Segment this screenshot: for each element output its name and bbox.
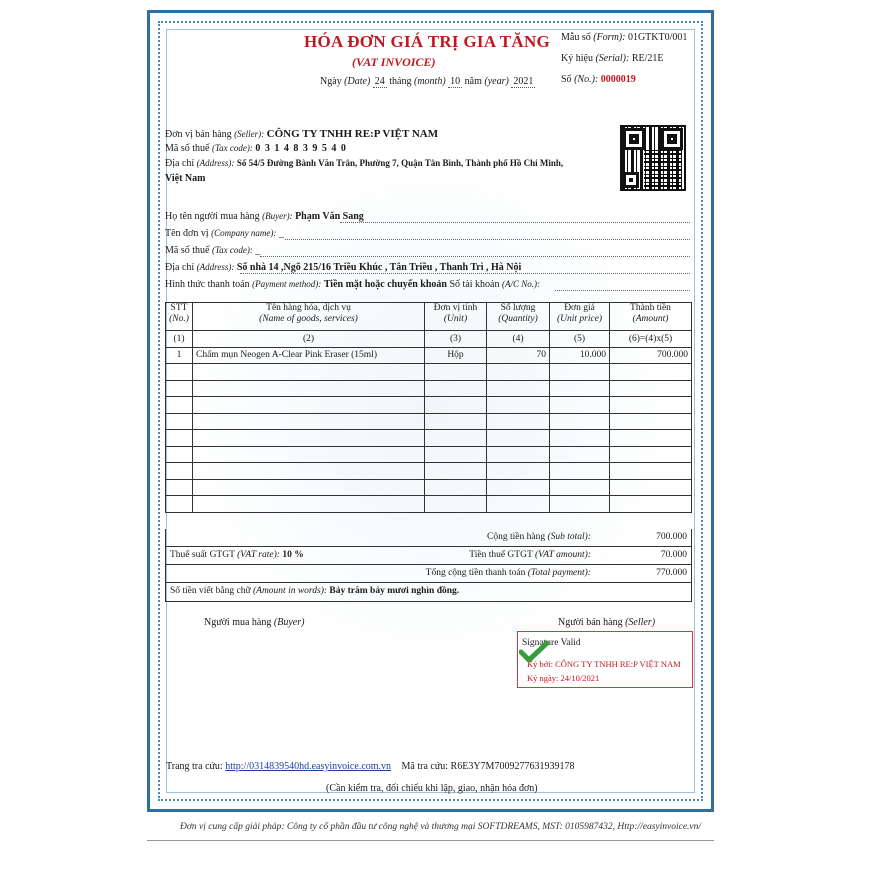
invoice-date: Ngày (Date) 24 tháng (month) 10 năm (year) 2021: [320, 76, 534, 87]
seller-address-row: Địa chỉ (Address): Số 54/5 Đường Bành Văn Trân, Phường 7, Quận Tân Bình, Thành phố Hồ Chí Minh,: [165, 158, 564, 169]
signature-valid-text: Signature Valid: [522, 638, 581, 648]
table-row: 1 Chấm mụn Neogen A-Clear Pink Eraser (15ml) Hộp 70 10.000 700.000: [166, 347, 692, 364]
vat-amount: 70.000: [660, 550, 687, 560]
seller-name: CÔNG TY TNHH RE:P VIỆT NAM: [266, 128, 439, 140]
seller-name-row: Đơn vị bán hàng (Seller): CÔNG TY TNHH RE:P VIỆT NAM: [165, 128, 439, 140]
signed-date: Ký ngày: 24/10/2021: [527, 673, 600, 683]
empty-row: [166, 413, 692, 430]
table-index-row: (1) (2) (3) (4) (5) (6)=(4)x(5): [166, 331, 692, 348]
date-day: 24: [374, 76, 385, 87]
checkmark-icon: [519, 640, 549, 664]
seller-signature-label: Người bán hàng (Seller): [558, 617, 656, 628]
item-name: Chấm mụn Neogen A-Clear Pink Eraser (15ml): [193, 347, 425, 364]
buyer-signature-label: Người mua hàng (Buyer): [204, 617, 305, 628]
form-number: Mẫu số (Form): 01GTKT0/001: [561, 32, 688, 43]
seller-tax-code: 0 3 1 4 8 3 9 5 4 0: [255, 143, 347, 154]
empty-row: [166, 380, 692, 397]
date-year: 2021: [513, 76, 534, 87]
col-header-name: Tên hàng hóa, dịch vụ (Name of goods, services): [193, 303, 425, 331]
buyer-address: Số nhà 14 ,Ngõ 215/16 Triều Khúc , Tân Triều , Thanh Trì , Hà Nội: [236, 262, 522, 273]
dotted-line: [555, 290, 690, 291]
seller-address-line2: Việt Nam: [165, 173, 206, 184]
invoice-number: Số (No.): 0000019: [561, 74, 636, 85]
amount-words-row: Số tiền viết bằng chữ (Amount in words): Bảy trăm bảy mươi nghìn đồng.: [165, 583, 692, 602]
subtotal-value: 700.000: [656, 532, 687, 542]
payment-method: Tiền mặt hoặc chuyển khoản: [323, 279, 447, 290]
seller-tax-row: Mã số thuế (Tax code): 0 3 1 4 8 3 9 5 4 0: [165, 143, 347, 154]
lookup-code: R6E3Y7M7009277631939178: [450, 761, 575, 772]
buyer-name: Phạm Văn Sang: [295, 211, 364, 222]
qr-code: [620, 125, 686, 191]
dotted-line: [260, 256, 690, 257]
invoice-title: HÓA ĐƠN GIÁ TRỊ GIA TĂNG: [304, 32, 551, 51]
buyer-tax-code: _: [255, 245, 261, 256]
serial-number: Ký hiệu (Serial): RE/21E: [561, 53, 664, 64]
lookup-row: Trang tra cứu: http://0314839540hd.easyinvoice.com.vn Mã tra cứu: R6E3Y7M7009277631939178: [166, 761, 575, 772]
items-table: [165, 302, 692, 513]
empty-row: [166, 430, 692, 447]
dotted-line: [340, 222, 690, 223]
empty-row: [166, 446, 692, 463]
empty-row: [166, 463, 692, 480]
provider-note: Đơn vị cung cấp giải pháp: Công ty cổ phần đầu tư công nghệ và thương mại SOFTDREAMS, MST: 0105987432, Http://easyinvoice.vn/: [180, 822, 702, 832]
buyer-name-row: Họ tên người mua hàng (Buyer): Phạm Văn Sang: [165, 211, 364, 222]
bottom-divider: [147, 840, 714, 841]
signed-by: Ký bởi: CÔNG TY TNHH RE:P VIỆT NAM: [527, 659, 681, 669]
invoice-subtitle: (VAT INVOICE): [352, 55, 436, 69]
col-header-price: Đơn giá (Unit price): [550, 303, 610, 331]
date-month: 10: [450, 76, 461, 87]
vat-row: Thuế suất GTGT (VAT rate): 10 % Tiền thuế GTGT (VAT amount): 70.000: [165, 547, 692, 565]
buyer-tax-row: Mã số thuế (Tax code): _: [165, 245, 261, 256]
seller-address: Số 54/5 Đường Bành Văn Trân, Phường 7, Quận Tân Bình, Thành phố Hồ Chí Minh,: [236, 158, 564, 168]
buyer-company-row: Tên đơn vị (Company name): _: [165, 228, 284, 239]
table-header-row: [166, 303, 692, 331]
subtotal-row: Cộng tiền hàng (Sub total): 700.000: [165, 529, 692, 547]
footer-note: (Cần kiểm tra, đối chiếu khi lập, giao, nhận hóa đơn): [326, 783, 538, 794]
dotted-line: [285, 239, 690, 240]
col-header-unit: Đơn vị tính (Unit): [425, 303, 487, 331]
amount-in-words: Bảy trăm bảy mươi nghìn đồng.: [329, 586, 460, 596]
payment-row: Hình thức thanh toán (Payment method): Tiền mặt hoặc chuyển khoản Số tài khoản (A/C No.):: [165, 279, 540, 290]
dotted-line: [240, 273, 690, 274]
col-header-no: STT (No.): [166, 303, 193, 331]
buyer-company: _: [278, 228, 284, 239]
lookup-link[interactable]: http://0314839540hd.easyinvoice.com.vn: [225, 761, 392, 772]
total-value: 770.000: [656, 568, 687, 578]
empty-row: [166, 364, 692, 381]
empty-row: [166, 479, 692, 496]
empty-row: [166, 397, 692, 414]
col-header-amount: Thành tiền (Amount): [610, 303, 692, 331]
vat-rate: 10 %: [282, 550, 304, 560]
buyer-address-row: Địa chỉ (Address): Số nhà 14 ,Ngõ 215/16 Triều Khúc , Tân Triều , Thanh Trì , Hà Nội: [165, 262, 522, 273]
empty-row: [166, 496, 692, 513]
col-header-qty: Số lượng (Quantity): [487, 303, 550, 331]
total-row: Tổng cộng tiền thanh toán (Total payment): 770.000: [165, 565, 692, 583]
